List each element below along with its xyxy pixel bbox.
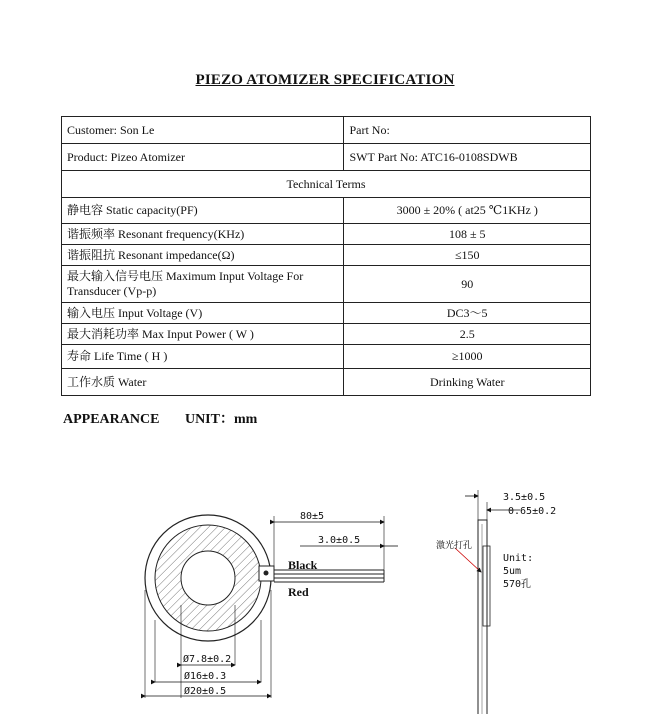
- spec-value: Drinking Water: [344, 369, 591, 396]
- spec-value: ≤150: [344, 245, 591, 266]
- spec-value: 90: [344, 266, 591, 303]
- spec-value: ≥1000: [344, 345, 591, 369]
- spec-label: 输入电压 Input Voltage (V): [62, 303, 344, 324]
- spec-value: 3000 ± 20% ( at25 ℃1KHz ): [344, 198, 591, 224]
- dim-3-label: 3.0±0.5: [318, 535, 361, 546]
- dim-3-5-label: 3.5±0.5: [503, 492, 546, 503]
- spec-value: 2.5: [344, 324, 591, 345]
- unit-holes: 570孔: [503, 579, 532, 590]
- unit-note: Unit:: [503, 553, 534, 564]
- spec-label: 谐振阻抗 Resonant impedance(Ω): [62, 245, 344, 266]
- table-row: [62, 198, 591, 224]
- swt-part-no-cell: SWT Part No: ATC16-0108SDWB: [344, 144, 591, 171]
- disc-side-view: [436, 490, 556, 714]
- side-plate: [478, 520, 487, 714]
- unit-label: UNIT：mm: [184, 412, 258, 427]
- appearance-title: APPEARANCE: [63, 412, 160, 427]
- spec-value: DC3～5: [344, 303, 591, 324]
- dim-16-label: Ø16±0.3: [184, 671, 227, 682]
- dim-80-label: 80±5: [300, 511, 325, 522]
- dim-0-65-label: 0.65±0.2: [508, 506, 557, 517]
- center-hole: [181, 551, 235, 605]
- spec-label: 最大消耗功率 Max Input Power ( W ): [62, 324, 344, 345]
- table-row: [62, 224, 591, 245]
- table-row: [62, 345, 591, 369]
- table-row: [62, 144, 591, 171]
- table-row: [62, 266, 591, 303]
- page-title: PIEZO ATOMIZER SPECIFICATION: [195, 72, 455, 88]
- dim-strip-length: [300, 535, 398, 546]
- spec-label: 最大输入信号电压 Maximum Input Voltage For Transducer (Vp-p): [62, 266, 344, 303]
- spec-label: 谐振频率 Resonant frequency(KHz): [62, 224, 344, 245]
- appearance-heading: [63, 408, 279, 428]
- dim-20-label: Ø20±0.5: [184, 686, 227, 697]
- table-row: [62, 171, 591, 198]
- spec-label: 寿命 Life Time ( H ): [62, 345, 344, 369]
- spec-table: [61, 116, 591, 396]
- table-row: [62, 303, 591, 324]
- table-row: [62, 117, 591, 144]
- atomizer-drawing: [0, 430, 650, 714]
- unit-um: 5um: [503, 566, 522, 577]
- table-row: [62, 369, 591, 396]
- spec-label: 工作水质 Water: [62, 369, 344, 396]
- dim-7-8-label: Ø7.8±0.2: [183, 654, 232, 665]
- table-row: [62, 324, 591, 345]
- spec-label: 静电容 Static capacity(PF): [62, 198, 344, 224]
- disc-front-view: [145, 515, 274, 641]
- wire-black-label: Black: [288, 558, 318, 572]
- wire-red-label: Red: [288, 585, 309, 599]
- table-row: [62, 245, 591, 266]
- product-cell: Product: Pizeo Atomizer: [62, 144, 344, 171]
- part-no-cell: Part No:: [344, 117, 591, 144]
- technical-terms-header: Technical Terms: [62, 171, 591, 198]
- customer-cell: Customer: Son Le: [62, 117, 344, 144]
- hole-note: 激光打孔: [436, 541, 473, 551]
- spec-value: 108 ± 5: [344, 224, 591, 245]
